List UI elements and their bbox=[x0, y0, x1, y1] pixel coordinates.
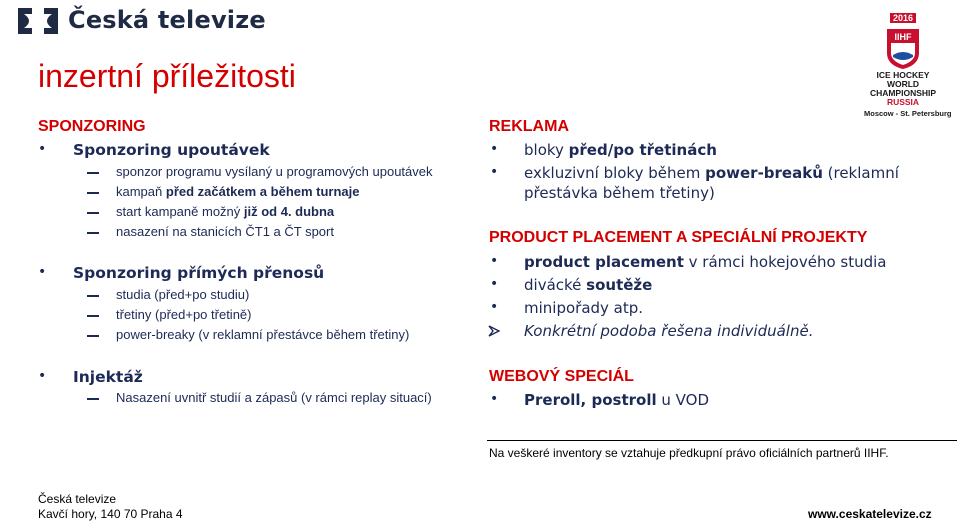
placement-item2-pre: divácké bbox=[524, 276, 587, 294]
bullet-icon: • bbox=[490, 299, 499, 315]
badge-line1: ICE HOCKEY bbox=[876, 70, 930, 80]
placement-item2-bold: soutěže bbox=[586, 276, 653, 294]
dash-icon bbox=[87, 212, 99, 214]
page-title: inzertní příležitosti bbox=[38, 58, 296, 94]
reklama-item1-pre: bloky bbox=[524, 141, 569, 159]
dash-icon bbox=[87, 295, 99, 297]
bullet-icon: • bbox=[490, 141, 499, 157]
note-divider bbox=[487, 440, 957, 441]
group2-item2: třetiny (před+po třetině) bbox=[116, 307, 252, 322]
group1-item4: nasazení na stanicích ČT1 a ČT sport bbox=[116, 224, 334, 239]
badge-cities: Moscow - St. Petersburg bbox=[864, 109, 952, 118]
web-heading: WEBOVÝ SPECIÁL bbox=[489, 368, 634, 385]
badge-org: IIHF bbox=[894, 32, 912, 42]
group3-title: Injektáž bbox=[73, 368, 143, 386]
iihf-championship-logo bbox=[864, 6, 952, 118]
iihf-emblem-icon bbox=[883, 27, 923, 71]
reklama-item2-pre: exkluzivní bloky během bbox=[524, 164, 706, 182]
badge-line3: CHAMPIONSHIP bbox=[869, 88, 937, 98]
bullet-icon: • bbox=[38, 368, 47, 384]
dash-icon bbox=[87, 192, 99, 194]
group1-item2-bold: před začátkem a během turnaje bbox=[165, 184, 360, 199]
dash-icon bbox=[87, 172, 99, 174]
web-item1-post: u VOD bbox=[656, 391, 710, 409]
footer-company: Česká televize bbox=[38, 492, 117, 506]
placement-item1-post: v rámci hokejového studia bbox=[683, 253, 887, 271]
group1-title: Sponzoring upoutávek bbox=[73, 141, 270, 159]
reklama-item2-cont: přestávka během třetiny) bbox=[524, 184, 715, 202]
dash-icon bbox=[87, 315, 99, 317]
ct-logo-icon bbox=[12, 4, 64, 38]
group2-item3: power-breaky (v reklamní přestávce během třetiny) bbox=[116, 327, 410, 342]
group1-item3-pre: start kampaně možný bbox=[116, 204, 244, 219]
web-item1-bold: Preroll, postroll bbox=[524, 391, 657, 409]
group1-item3 bbox=[116, 204, 334, 219]
sponzoring-heading: SPONZORING bbox=[38, 118, 146, 135]
badge-year: 2016 bbox=[890, 13, 916, 23]
group1-item1: sponzor programu vysílaný u programových upoutávek bbox=[116, 164, 433, 179]
bullet-icon: • bbox=[490, 253, 499, 269]
reklama-item2 bbox=[524, 164, 899, 182]
badge-line2: WORLD bbox=[886, 79, 920, 89]
web-item1 bbox=[524, 391, 709, 409]
partner-note: Na veškeré inventory se vztahuje předkupní právo oficiálních partnerů IIHF. bbox=[489, 446, 889, 460]
bullet-icon: • bbox=[490, 164, 499, 180]
dash-icon bbox=[87, 398, 99, 400]
placement-item2 bbox=[524, 276, 652, 294]
bullet-icon: • bbox=[490, 391, 499, 407]
reklama-heading: REKLAMA bbox=[489, 118, 569, 135]
dash-icon bbox=[87, 335, 99, 337]
reklama-item1-bold: před/po třetinách bbox=[568, 141, 717, 159]
placement-item4: Konkrétní podoba řešena individuálně. bbox=[524, 322, 814, 340]
brand-name: Česká televize bbox=[68, 6, 266, 34]
placement-item3: minipořady atp. bbox=[524, 299, 644, 317]
dash-icon bbox=[87, 232, 99, 234]
reklama-item2-bold: power-breaků bbox=[705, 164, 823, 182]
placement-heading: PRODUCT PLACEMENT A SPECIÁLNÍ PROJEKTY bbox=[489, 229, 868, 246]
bullet-icon: • bbox=[490, 276, 499, 292]
reklama-item2-post: (reklamní bbox=[822, 164, 899, 182]
badge-line4: RUSSIA bbox=[886, 97, 920, 107]
reklama-item1 bbox=[524, 141, 717, 159]
group1-item2-pre: kampaň bbox=[116, 184, 166, 199]
group1-item3-bold: již od 4. dubna bbox=[243, 204, 335, 219]
bullet-icon: • bbox=[38, 264, 47, 280]
placement-item1-bold: product placement bbox=[524, 253, 684, 271]
footer-website-link[interactable]: www.ceskatelevize.cz bbox=[808, 507, 932, 521]
bullet-icon: • bbox=[38, 141, 47, 157]
arrowhead-bullet-icon bbox=[488, 325, 500, 337]
placement-item1 bbox=[524, 253, 886, 271]
group2-title: Sponzoring přímých přenosů bbox=[73, 264, 325, 282]
group2-item1: studia (před+po studiu) bbox=[116, 287, 250, 302]
footer-address: Kavčí hory, 140 70 Praha 4 bbox=[38, 507, 183, 521]
group3-item1: Nasazení uvnitř studií a zápasů (v rámci replay situací) bbox=[116, 390, 432, 405]
group1-item2 bbox=[116, 184, 360, 199]
